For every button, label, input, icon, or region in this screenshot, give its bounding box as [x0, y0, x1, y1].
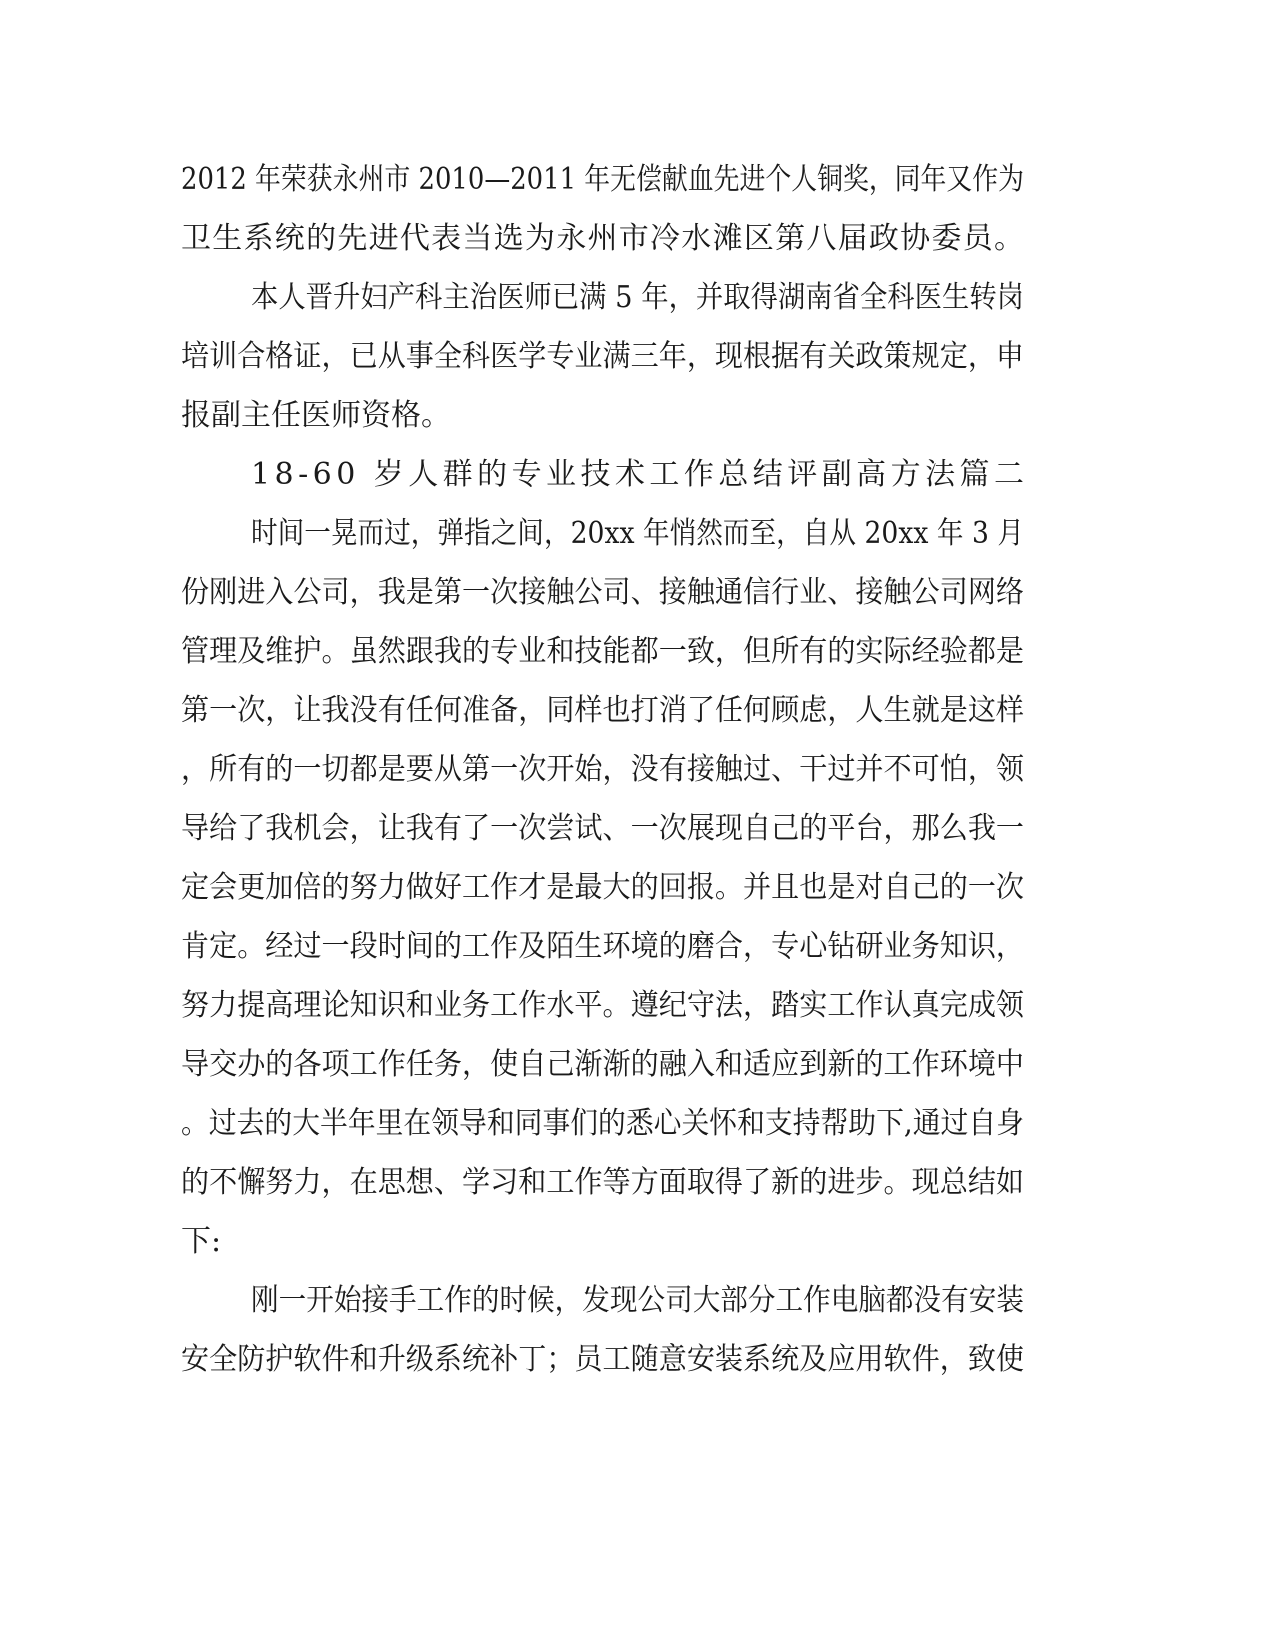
text-line-content: 报副主任医师资格。	[181, 398, 451, 433]
text-line-content: ，所有的一切都是要从第一次开始，没有接触过、干过并不可怕，领	[181, 752, 1025, 787]
text-line-content: 努力提高理论知识和业务工作水平。遵纪守法，踏实工作认真完成领	[181, 988, 1025, 1023]
text-line	[0, 510, 1275, 558]
text-line-content: 时间一晃而过，弹指之间，20xx 年悄然而至，自从 20xx 年 3 月	[251, 516, 1025, 551]
text-line	[0, 923, 1275, 971]
text-line-content: 18-60 岁人群的专业技术工作总结评副高方法篇二	[251, 457, 1029, 492]
text-line-content: 份刚进入公司，我是第一次接触公司、接触通信行业、接触公司网络	[181, 575, 1025, 610]
text-line	[0, 628, 1275, 676]
text-line	[0, 687, 1275, 735]
text-line	[0, 333, 1275, 381]
text-line	[0, 982, 1275, 1030]
text-line	[0, 1100, 1275, 1148]
text-line	[0, 1041, 1275, 1089]
text-line	[0, 274, 1275, 322]
text-line	[0, 451, 1275, 499]
text-line-content: 培训合格证，已从事全科医学专业满三年，现根据有关政策规定，申	[181, 339, 1025, 374]
text-line-content: 第一次，让我没有任何准备，同样也打消了任何顾虑，人生就是这样	[181, 693, 1025, 728]
text-line-content: 导给了我机会，让我有了一次尝试、一次展现自己的平台，那么我一	[181, 811, 1025, 846]
text-line	[0, 746, 1275, 794]
text-line-content: 本人晋升妇产科主治医师已满 5 年，并取得湖南省全科医生转岗	[251, 280, 1025, 315]
text-line-content: 安全防护软件和升级系统补丁；员工随意安装系统及应用软件，致使	[181, 1342, 1025, 1377]
text-line-content: 卫生系统的先进代表当选为永州市冷水滩区第八届政协委员。	[181, 221, 1026, 256]
text-line	[0, 805, 1275, 853]
text-line-content: 的不懈努力，在思想、学习和工作等方面取得了新的进步。现总结如	[181, 1165, 1025, 1200]
text-line-content: 刚一开始接手工作的时候，发现公司大部分工作电脑都没有安装	[251, 1283, 1024, 1318]
text-line	[0, 392, 1275, 440]
text-line	[0, 156, 1275, 204]
text-line	[0, 864, 1275, 912]
text-line-content: 定会更加倍的努力做好工作才是最大的回报。并且也是对自己的一次	[181, 870, 1025, 905]
text-line-content: 下:	[181, 1224, 222, 1259]
text-line-content: 。过去的大半年里在领导和同事们的悉心关怀和支持帮助下,通过自身	[181, 1106, 1024, 1141]
text-line	[0, 215, 1275, 263]
text-line-content: 管理及维护。虽然跟我的专业和技能都一致，但所有的实际经验都是	[181, 634, 1025, 669]
text-line-content: 肯定。经过一段时间的工作及陌生环境的磨合，专心钻研业务知识，	[181, 929, 1025, 964]
text-line	[0, 569, 1275, 617]
text-line-content: 导交办的各项工作任务，使自己渐渐的融入和适应到新的工作环境中	[181, 1047, 1025, 1082]
text-line	[0, 1277, 1275, 1325]
text-line	[0, 1218, 1275, 1266]
text-line	[0, 1159, 1275, 1207]
text-line	[0, 1336, 1275, 1384]
text-line-content: 2012 年荣获永州市 2010—2011 年无偿献血先进个人铜奖，同年又作为	[181, 162, 1025, 197]
